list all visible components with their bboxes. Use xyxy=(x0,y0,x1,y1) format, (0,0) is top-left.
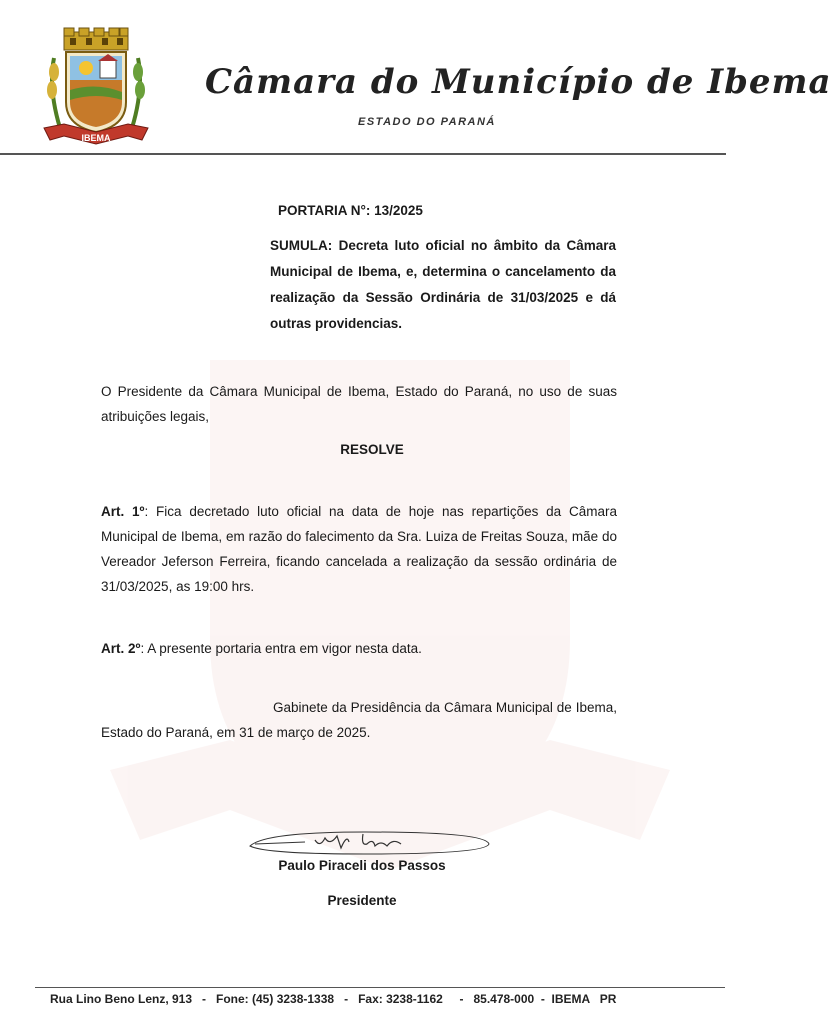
footer-address: Rua Lino Beno Lenz, 913 - Fone: (45) 3238-1338 - Fax: 3238-1162 - 85.478-000 - IBEMA PR xyxy=(50,992,617,1006)
signatory-name: Paulo Piraceli dos Passos xyxy=(278,858,446,873)
portaria-number: PORTARIA N°: 13/2025 xyxy=(278,203,423,218)
sumula-text: SUMULA: Decreta luto oficial no âmbito da Câmara Municipal de Ibema, e, determina o cancelamento da realização da Sessão Ordinária de 31/03/2025 e dá outras providencias. xyxy=(270,238,616,331)
crest-label: IBEMA xyxy=(81,133,111,143)
closing-paragraph: Gabinete da Presidência da Câmara Municipal de Ibema, Estado do Paraná, em 31 de março de 2025. xyxy=(101,700,617,740)
handwritten-signature-icon xyxy=(245,820,495,860)
footer-divider xyxy=(35,987,725,988)
article-1-text: : Fica decretado luto oficial na data de hoje nas repartições da Câmara Municipal de Ibema, em razão do falecimento da Sra. Luiza de Freitas Souza, mãe do Vereador Jeferson Ferreira, ficando cancelada a realização da sessão ordinária de 31/03/2025, as 19:00 hrs. xyxy=(101,504,617,594)
state-subtitle: ESTADO DO PARANÁ xyxy=(358,116,496,128)
preamble-paragraph: O Presidente da Câmara Municipal de Ibema, Estado do Paraná, no uso de suas atribuições legais, xyxy=(101,384,617,424)
article-2-label: Art. 2º xyxy=(101,641,141,656)
municipal-crest-icon xyxy=(40,28,152,150)
article-2 xyxy=(101,636,617,661)
chamber-title: Câmara do Município de Ibema xyxy=(205,62,832,102)
article-1 xyxy=(101,499,617,599)
resolve-heading: RESOLVE xyxy=(340,442,404,457)
article-2-text: : A presente portaria entra em vigor nesta data. xyxy=(140,641,422,656)
signatory-role: Presidente xyxy=(327,893,397,908)
article-1-label: Art. 1º xyxy=(101,504,145,519)
header-divider xyxy=(0,153,726,155)
